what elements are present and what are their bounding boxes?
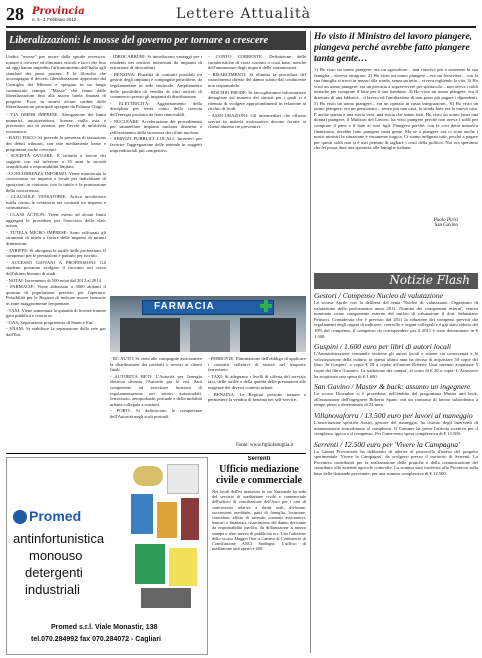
masthead bbox=[6, 4, 476, 26]
article-item: - NUCLEARE: Accelerazione dei procedimenti per smantellare impianti nucleari dismessi e rafforzamento della sicurezza dei rifiuti nucleari. bbox=[110, 118, 202, 135]
news-item-body: L'Amministrazione comunale sostiene gli autori locali e ritiene sia conoscenza e la valorizzazione della cultura; in questi ultimi anni ha deciso di acquistare 50 copie del libro 'In Guspini', a copia € 20 a copia; all'autore Roberto Usai saranno acquistate 5 copie del libro 'Lunario. La tradizione dei camini', al costo di € 20 a copia. L'Assessore ha acquistato una spesa di € 1.600. bbox=[314, 351, 478, 379]
ufficio-headline: Ufficio mediazione civile e commerciale bbox=[216, 464, 302, 486]
promed-ad[interactable] bbox=[6, 457, 208, 655]
ad-line-1: antinfortunistica bbox=[13, 531, 105, 546]
ad-line-2: monouso bbox=[29, 548, 83, 563]
main-headline: Liberalizzazioni: le mosse del governo per tornare a crescere bbox=[9, 35, 269, 46]
article-item: - FERROVIE: Eliminazione dell'obbligo di applicare i contratti collettivi di settore nel trasporto ferroviario. bbox=[208, 356, 306, 373]
main-article-col3-bottom bbox=[208, 356, 306, 442]
article-item: - CLASS ACTION: Viene esteso ad alcuni limiti aggregati le procedure per l'esercizio della class action. bbox=[6, 212, 106, 229]
article-item: - RC AUTO: Si vieta alle compagnie assicurative la distribuzione dei prodotti o servizi ai clienti finali. bbox=[110, 356, 202, 373]
article-item: - VIA OMERI IMPRESE: Abrogazione dei limiti numerici, autorizzazioni, licenze, nulla osta e preventivi atti di assenso, per l'avvio di un'attività economica. bbox=[6, 111, 106, 134]
article-item: - SOCIETÀ OVOARE: È istituita a favore dei soggetti con età inferiore a 35 anni la società semplificata a responsabilità limitata. bbox=[6, 153, 106, 170]
news-item bbox=[314, 342, 478, 379]
col3-item-list bbox=[208, 54, 306, 130]
article-item: - GAS: Separazione proprietaria di Snam e Eni. bbox=[6, 319, 94, 325]
main-headline-banner bbox=[6, 31, 306, 50]
promed-lines bbox=[13, 530, 128, 598]
main-article-col2 bbox=[110, 54, 202, 294]
section-title: Lettere Attualità bbox=[176, 6, 311, 22]
article-item: - TAXI: Viene aumentata la quantità di licenze tramite gara pubblica e concorso. bbox=[6, 307, 106, 319]
farmacia-photo bbox=[110, 296, 306, 352]
article-item: - RISARCIMENTI: Si elimina la procedura del risarcimento diretto del danno subito dal conducente non responsabile. bbox=[208, 71, 306, 88]
col2b-item-list bbox=[110, 356, 202, 420]
news-item bbox=[314, 411, 478, 437]
news-item bbox=[314, 291, 478, 339]
article-item: - NOTAI: Incremento di 500 notai dal 2012 al 2014. bbox=[6, 277, 103, 283]
main-article-bottom-rule bbox=[6, 453, 306, 454]
ad-line-4: industriali bbox=[25, 582, 80, 597]
letter-signature-place: San Gavino bbox=[434, 223, 458, 228]
letter-signature: Paolo Pirisi bbox=[433, 218, 458, 223]
article-item: - ACCESSO GIOVANI A PROFESSIONI: Gli studenti potranno svolgere il tirocinio nel corso dell'ultimo biennio di studi. bbox=[6, 259, 106, 276]
product-photo bbox=[127, 462, 203, 610]
article-item: - BENZINA: Pluralità di contratti possibili tra gestori degli impianti e compagnie petrolifere, da regolamentare in sede sindacale. Ampliamento delle possibilità di vendita di altri articoli di commercio presso gli impianti di distribuzione. bbox=[110, 71, 202, 100]
article-lead: Undici "mosse" per uscire dalla spirale recessiva, tornare a crescere ed eliminare vincoli e lacci che fino ad oggi hanno impedito l'affrancamento dell'Italia agli standard dei paesi partner. E la filosofia che accompagna il decreto liberalizzazioni approvato dal Consiglio dei Ministri e spiegato in un lungo comunicato stampa. "Mosse" che fanno dalle liberalizzazioni fino alla nuova tutela finanza di progetto. Ecco in sintesi alcuni cardini delle liberalizzazioni principali spiegate da Palazzo Chigi: bbox=[6, 54, 106, 110]
promed-brand: Promed bbox=[29, 508, 82, 524]
news-item bbox=[314, 382, 478, 408]
col1-item-list bbox=[6, 112, 106, 338]
news-item-body: La scorsa Aprile con la delibera del tema 'Nucleo di valutazione. Organismo di valutazione delle performance anno 2011. Nomina dei componenti esterni', veniva nominato come componente esterno del nucleo di valutazione il dott. Sebastiano Petrucci. Considerata che è previsto dal 2011 la riduzione dei compensi previsti dai regolamenti degli organi di indirizzo, controllo e organi collegiali e è già stato ridotto del 10% del compenso, il compenso da corrispondere per il 2011 è stato determinato in € 1.300. bbox=[314, 300, 478, 339]
news-item-title: Serrenti / 12.500 euro per 'Vivere la Campagna' bbox=[314, 439, 460, 449]
news-item bbox=[314, 440, 478, 477]
main-article-col3 bbox=[208, 54, 306, 294]
column-divider bbox=[310, 31, 311, 653]
letter-headline: Ho visto il Ministro del lavoro piangere, piangeva perché avrebbe fatto piangere tanta gente… bbox=[314, 31, 473, 64]
article-item: - SNAM: Si stabilisce la separazione della rete gas dall'Eni. bbox=[6, 326, 106, 337]
ufficio-body: Nei locali dell'ex mattatoio in via Nazionale ha sede del servizio di mediazione civile e commerciale dell'ufficio di conciliazione dell'Anci per i casi di controversie relative a diritti reali, divisione, successioni ereditarie, patti di famiglia, locazione, comodato, affitto di aziende, contratti assicurativi, bancari e finanziari, risarcimento del danno derivante da responsabilità medica, da diffamazione a mezzo stampa o altro mezzo di pubblicità ecc. Una l'adesione dello scorso Maggio l'iter a Camera di Commercio di Conciliazione ANCI Sardegna. L'ufficio di mediazione sarà aperto e 600. bbox=[212, 489, 306, 552]
ufficio-label: Serrenti bbox=[247, 456, 271, 462]
promed-address: Promed s.r.l. Viale Monastir, 138 bbox=[51, 624, 158, 631]
letter-article bbox=[314, 31, 478, 269]
col2-item-list bbox=[110, 54, 202, 153]
article-item: - CLAUSOLE VESSATORIE: Arriva un'ulteriore tutela contro le vessatorie nei contratti tra imprese e consumatori. bbox=[6, 194, 106, 211]
article-item: - ELETTRICITÀ: Aggiornamento della disciplina per tener conto della crescita dell'energia prodotta da fonti rinnovabili. bbox=[110, 100, 202, 117]
article-item: - RATU FISCO: Si prevede la presenza di tassazione dei debiti tributari, con rate mediamente basse e programmi anche crescenti. bbox=[6, 135, 106, 152]
promed-phone: tel.070.284992 fax 070.284072 - Cagliari bbox=[31, 636, 161, 643]
farmacia-sign: FARMACIA bbox=[154, 301, 215, 312]
article-source: Fonte: www.figliofamiglia.it bbox=[236, 443, 294, 448]
article-item: - BENZINA: Le Regioni possono tornare a permettere la vendita di benzina nei self-service. bbox=[208, 391, 306, 403]
article-item: - TAXI: Si adeguano i livelli di offerta del servizio taxi, delle tariffe e della qualità delle prestazioni alle esigenze dei diversi contesti urbani. bbox=[208, 373, 306, 390]
article-item: - SERVIZI PUBBLICI LOCALI: Incentivi per favorire l'aggregazione delle aziende in soggetti imprenditoriali più competitivi. bbox=[110, 136, 202, 153]
article-item: - TUTELA MICRO IMPRESE: Sono rafforzati gli strumenti di tutela a favore delle imprese di minori dimensioni. bbox=[6, 229, 106, 246]
page-number: 28 bbox=[6, 4, 24, 24]
news-item-body: Lo scorso Dicembre si è proceduto, nell'ambito del programma Master and back, all'assunzione dell'ingegnere Roberto Spano con un contratto di lavoro subordinato a tempo pieno e determinato di 24 mesi. bbox=[314, 391, 478, 408]
header-rule bbox=[6, 26, 476, 28]
article-item: - CONCORRENZA INFORMO: Viene monitorata la concorrenza tra imprese e locale per individuare di sposizioni in contrasto con la tutela e la promozione della concorrenza. bbox=[6, 170, 106, 193]
notizie-flash-banner bbox=[314, 273, 478, 289]
article-item: - AUTORITÀ RETI: L'Autorità per l'energia elettrica diventa l'Autorità per le reti. Sarà competente ad esercitare funzioni di regolamentazione nei settori autostradali, ferroviario, aeroportuale, portuale e della mobilità urbana collegata a stazioni. bbox=[110, 373, 202, 407]
article-item: - FARMACIE: Viene abbassato a 3000 abitanti il quorum di popolazione previsto per l'apertura. Possibilità per le Regioni di indicare nuove farmacie in zone maggiormente frequentate. bbox=[6, 284, 106, 306]
article-item: - PORTI: Si definiscono le competenze dell'Autorità negli scali portuali. bbox=[110, 408, 202, 419]
news-item-title: San Gavino / Master & back: assunto un ingegnere bbox=[314, 382, 471, 392]
news-item-title: Guspini / 1.600 euro per libri di autori locali bbox=[314, 342, 452, 352]
issue-date: n. 3 - 1 Febbraio 2012 bbox=[32, 17, 77, 22]
notizie-flash-list bbox=[314, 291, 478, 653]
notizie-flash-title: Notizie Flash bbox=[389, 273, 470, 287]
news-item-body: La Giunta Provinciale ha deliberato di aderire al protocollo d'intesa del progetto sperimentale 'Vivere la Campagna', da svolgersi presso il territorio di Serrenti. La Provincia contribuirà per la realizzazione delle pratiche e della comunicazione del contributo alle aziende agricole coinvolte. La somma sarà trasferita alla Provincia sulla base delle domande pervenute, per una somma complessiva di € 12.500. bbox=[314, 448, 478, 477]
article-item: - TARIFFE: Si abrogano le tariffe delle professioni. Il compenso per le prestazioni è pattuito per iscritto. bbox=[6, 247, 106, 259]
news-item-title: Gestori / Compenso Nucleo di valutazione bbox=[314, 291, 443, 300]
promed-logo-icon bbox=[13, 510, 27, 524]
article-item: - IDROCARBURI: Si introducono vantaggi per i residenti nei territori interessati da impianti di estrazione di idrocarburi. bbox=[110, 54, 202, 71]
ad-line-3: detergenti bbox=[25, 565, 83, 580]
ufficio-article bbox=[212, 456, 306, 654]
main-article-col1 bbox=[6, 54, 106, 460]
article-item: - CONTO CORRENTE: Definizione delle caratteristiche di conti correnti a costi base, nonché dell'ammontare degli importi delle commissioni. bbox=[208, 54, 306, 71]
article-item: - RISCHIO FRODE: Si raccoglieranno informazioni dettagliate sul numero dei sinistri per i quali si è ritenuto di svolgere approfondimenti in relazione al rischio di frodi. bbox=[208, 89, 306, 112]
main-article-col2-bottom bbox=[110, 356, 202, 452]
farmacia-cross-icon bbox=[260, 300, 272, 312]
news-item-title: Villanovaforru / 13.500 euro per lavori al maneggio bbox=[314, 410, 473, 420]
article-item: - ASSICURAZIONI: Gli intermediari che offrono servizi in materia assicurativa devono fornire ai clienti almeno tre preventivi. bbox=[208, 112, 306, 130]
letter-body: 1) Ho visto un uomo piangere, era un agricoltore... non riusciva più a sostenere la sua famiglia... doveva emigrare. 2) Ho visto un uomo piangere... era un ferroviere... con la sua famiglia si trovò in mezzo alla strada, senza un tetto... viveva togliendo la vita. 3) Ho visto un uomo piangere: era un precario a sopravvivere per spettacolo... non aveva i soldi neanche per comprare il latte per il suo bambino. 4) Ho visto un uomo piangere, era il direttore di una fabbrica... il lavoro ed l'umiliazione di non poter più pagare i dipendenti. 5) Ho visto un uomo piangere... era un operaio in cassa integrazione... 6) Ho visto un uomo piangere, era un pensionato... senza più una casa, la strada buia era la nuova casa. E anche questa è una storia vera, una storia che sanno tutti. Ho visto un uomo (anzi una donna) piangere, il Ministro del Lavoro; ha visto piangere perché non aveva i soldi per comprare il pane e il latte ai suoi figli. Piangeva perché, con la così detta manovra finanziaria, avrebbe fatto piangere tanta gente. Ma se a piangere ora ci sono anche i nostri ministri la situazione è veramente tragica. Ci siamo indignati tutti, perché a pagare per questi soldi non si è mai pensato di tagliare i costi della politica. Noi ora speriamo che lei possa dare una speranza alle famiglie italiane. bbox=[314, 67, 478, 151]
col3b-item-list bbox=[208, 356, 306, 403]
newspaper-logo: Provincia bbox=[32, 6, 85, 17]
news-item-body: L'associazione sportiva Ansiri, gestore del maneggio, ha chiesto degli interventi di manutenzione straordinaria al complesso. Il Comune ha preso l'attività ricettiva per il complesso ippico e il compenso. Per l'intervento spesa complessiva di € 13.500. bbox=[314, 419, 478, 437]
